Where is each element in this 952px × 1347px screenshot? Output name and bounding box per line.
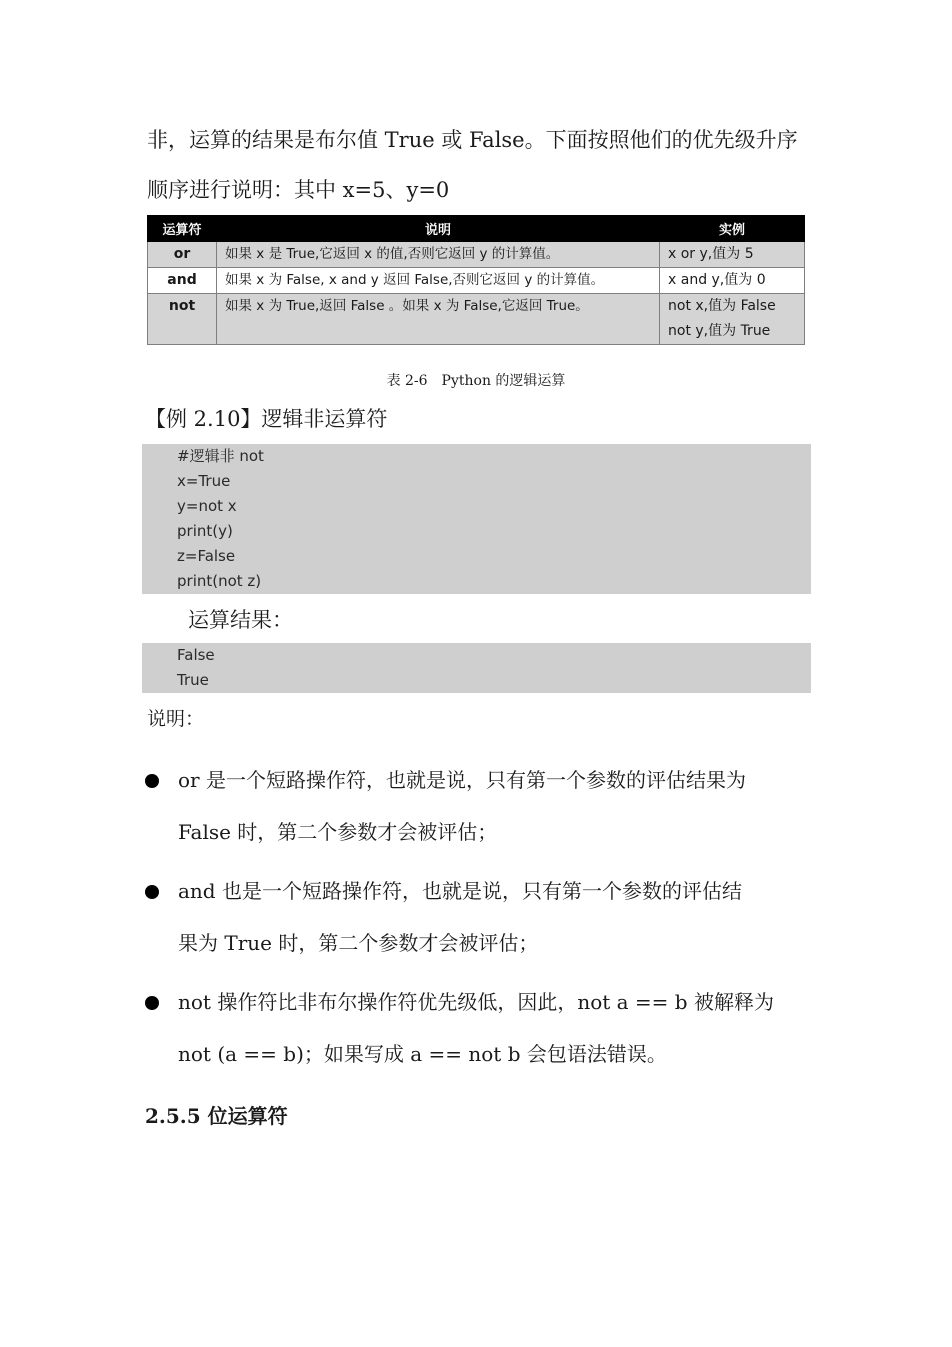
table-header-row (148, 216, 805, 242)
operator-cell: and (148, 268, 217, 294)
code-line: y=not x (177, 497, 237, 515)
code-block (142, 444, 811, 594)
notes-label: 说明： (147, 708, 205, 730)
table-row (148, 294, 805, 345)
list-item (145, 976, 813, 1080)
description-cell: 如果 x 为 False, x and y 返回 False,否则它返回 y 的计算值。 (217, 268, 660, 294)
output-line: False (177, 646, 215, 664)
operator-cell: not (148, 294, 217, 345)
bullet-line: or 是一个短路操作符，也就是说，只有第一个参数的评估结果为 (178, 768, 746, 792)
logical-operators-table (147, 215, 805, 345)
header-operator: 运算符 (148, 216, 217, 242)
operator-cell: or (148, 242, 217, 268)
table-row (148, 242, 805, 268)
example-title: 【例 2.10】逻辑非运算符 (145, 407, 388, 431)
table-row (148, 268, 805, 294)
header-description: 说明 (217, 216, 660, 242)
code-line: print(y) (177, 522, 233, 540)
example-cell: x and y,值为 0 (660, 268, 805, 294)
bullet-line: False 时，第二个参数才会被评估； (178, 820, 498, 844)
bullet-line: 果为 True 时，第二个参数才会被评估； (178, 931, 539, 955)
result-label: 运算结果： (188, 608, 293, 632)
table-caption: 表 2-6 Python 的逻辑运算 (386, 373, 566, 389)
intro-line-1: 非，运算的结果是布尔值 True 或 False。下面按照他们的优先级升序 (147, 128, 798, 152)
section-heading: 2.5.5 位运算符 (145, 1104, 288, 1128)
bullet-line: not (a == b)；如果写成 a == not b 会包语法错误。 (178, 1042, 667, 1066)
notes-list (145, 754, 813, 1087)
list-item (145, 865, 813, 969)
example-cell (660, 294, 805, 345)
description-cell: 如果 x 是 True,它返回 x 的值,否则它返回 y 的计算值。 (217, 242, 660, 268)
bullet-line: not 操作符比非布尔操作符优先级低，因此，not a == b 被解释为 (178, 990, 774, 1014)
header-example: 实例 (660, 216, 805, 242)
output-block (142, 643, 811, 693)
bullet-dot-icon (145, 774, 159, 788)
bullet-line: and 也是一个短路操作符，也就是说，只有第一个参数的评估结 (178, 879, 742, 903)
code-line: z=False (177, 547, 236, 565)
intro-line-2: 顺序进行说明：其中 x=5、y=0 (147, 178, 450, 202)
example-cell: x or y,值为 5 (660, 242, 805, 268)
list-item (145, 754, 813, 858)
output-line: True (177, 671, 209, 689)
intro-paragraph (147, 115, 812, 215)
description-cell: 如果 x 为 True,返回 False 。如果 x 为 False,它返回 True。 (217, 294, 660, 345)
code-line: print(not z) (177, 572, 262, 590)
code-line: #逻辑非 not (177, 447, 264, 465)
example-line: not x,值为 False (668, 298, 776, 314)
bullet-dot-icon (145, 996, 159, 1010)
bullet-dot-icon (145, 885, 159, 899)
example-line: not y,值为 True (668, 323, 771, 339)
code-line: x=True (177, 472, 231, 490)
